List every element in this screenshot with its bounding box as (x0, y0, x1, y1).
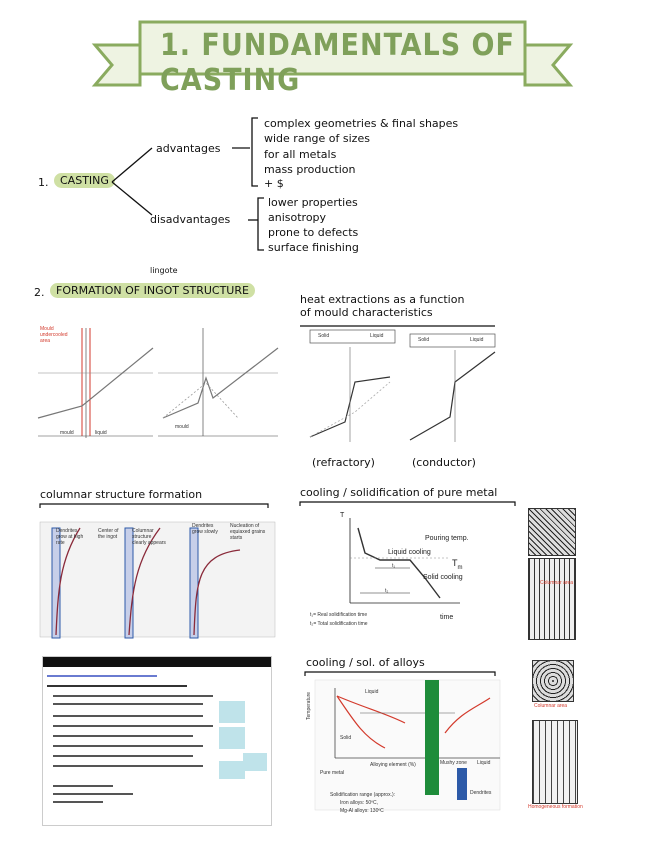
solid-label: Solid (418, 337, 430, 343)
t1-label: t₁ (392, 563, 396, 569)
advantage-item: for all metals (264, 148, 337, 161)
mould-undercooled-note: Mould undercooled area (40, 326, 68, 344)
columnar-label: Center of the ingot (98, 528, 119, 540)
advantages-label: advantages (156, 142, 221, 155)
temperature-label: Temperature (306, 691, 312, 720)
liquid-label: liquid (95, 430, 107, 436)
columnar-area-label: Columnar area (534, 703, 568, 709)
columnar-area-label: Columnar area (540, 580, 574, 586)
solid-label: Solid (318, 333, 330, 339)
legend-t2: t₂= Total solidification time (310, 621, 368, 627)
columnar-title: columnar structure formation (40, 488, 203, 501)
section1-label: CASTING (54, 173, 115, 188)
liquid-label: Liquid (470, 337, 484, 343)
pouring-temp: Pouring temp. (425, 535, 469, 542)
mould-temperature-diagram (38, 318, 278, 448)
disadvantages-label: disadvantages (150, 213, 231, 226)
solid-label: Solid (340, 735, 352, 741)
columnar-label: Columnar structure clearly appears (132, 528, 166, 546)
dendrites-label: Dendrites (470, 790, 492, 796)
heat-title: heat extractions as a function (300, 293, 465, 306)
liquid-cooling: Liquid cooling (388, 549, 431, 556)
legend-t1: t₁= Real solidification time (310, 612, 368, 618)
mushy-label: Mushy zone (440, 760, 467, 766)
advantage-item: complex geometries & final shapes (264, 117, 459, 130)
cooling-pure-title: cooling / solidification of pure metal (300, 486, 498, 499)
range-line-1: Solidification range (approx.): (330, 792, 396, 798)
tm-label: $T_m$ (452, 558, 463, 571)
axis-t: T (340, 512, 345, 519)
cooling-pure-curve (300, 498, 520, 618)
refractory-caption: (refractory) (312, 456, 375, 469)
mould-label: mould (175, 424, 189, 430)
section2-annotation: lingote (150, 266, 178, 275)
range-line-2: Iron alloys: 50ºC, (340, 800, 378, 806)
homogeneous-label: Homogeneous formation (528, 804, 583, 810)
solid-cooling: Solid cooling (423, 574, 463, 581)
disadvantage-item: prone to defects (268, 226, 359, 239)
micrograph-columnar-square (528, 508, 576, 556)
section1-number: 1. (38, 176, 49, 189)
heat-title-2: of mould characteristics (300, 306, 433, 319)
disadvantage-item: anisotropy (268, 211, 327, 224)
liquid-label: Liquid (365, 689, 379, 695)
disadvantage-item: surface finishing (268, 241, 359, 254)
axis-time: time (440, 614, 454, 621)
pure-metal-label: Pure metal (320, 770, 345, 776)
columnar-label: Nucleation of equiaxed grains starts (230, 523, 266, 541)
micrograph-columnar-long (528, 558, 576, 640)
columnar-diagram (40, 500, 280, 640)
liquid-label: Liquid (370, 333, 384, 339)
columnar-label: Dendrites grow slowly (192, 523, 218, 535)
advantage-item: mass production (264, 163, 356, 176)
page-title: 1. FUNDAMENTALS OF CASTING (160, 28, 515, 98)
liquid-label-2: Liquid (477, 760, 491, 766)
section2-label: FORMATION OF INGOT STRUCTURE (50, 283, 255, 298)
t2-label: t₂ (385, 588, 389, 594)
alloying-label: Alloying element (%) (370, 762, 416, 768)
conductor-caption: (conductor) (412, 456, 476, 469)
range-line-3: Mg-Al alloys: 130ºC (340, 808, 384, 814)
advantage-item: + $ (264, 177, 284, 190)
disadvantage-item: lower properties (268, 196, 358, 209)
micrograph-alloy-square (532, 660, 574, 702)
embedded-document-snippet (42, 656, 272, 826)
section2-number: 2. (34, 286, 45, 299)
columnar-label: Dendrites grow at high rate (56, 528, 84, 546)
micrograph-homogeneous (532, 720, 578, 804)
advantage-item: wide range of sizes (264, 132, 370, 145)
cooling-alloys-title: cooling / sol. of alloys (306, 656, 425, 669)
mould-label: mould (60, 430, 74, 436)
